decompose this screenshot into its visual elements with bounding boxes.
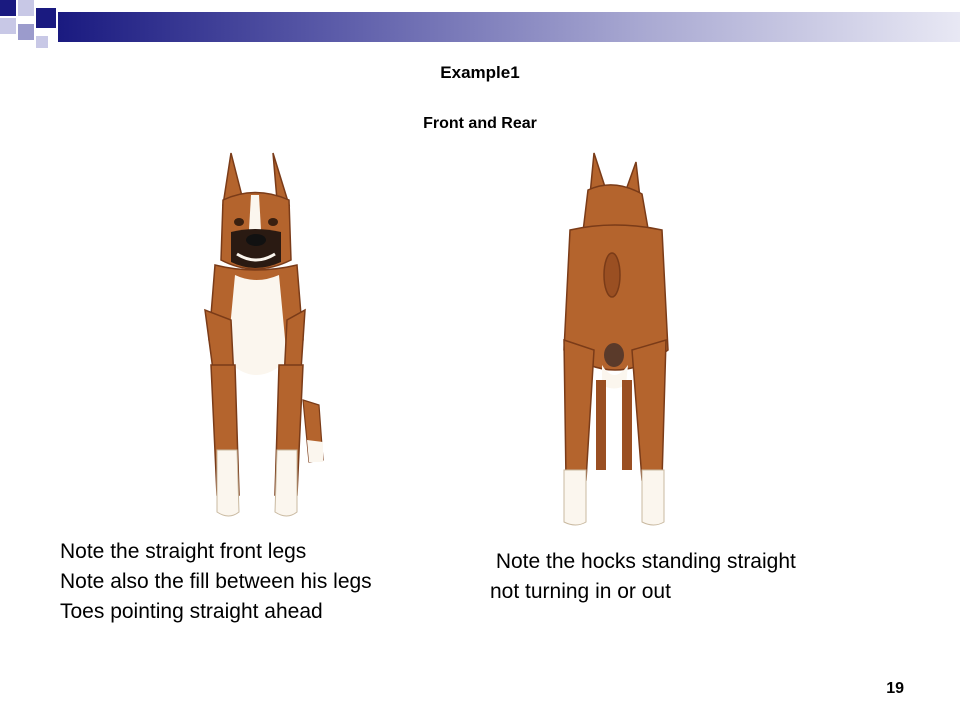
caption-line: Toes pointing straight ahead xyxy=(60,600,323,623)
slide-number: 19 xyxy=(886,680,904,697)
slide-title: Example1 xyxy=(440,63,520,82)
deco-square xyxy=(0,0,16,16)
deco-square xyxy=(36,8,56,28)
caption-line: Note the hocks standing straight xyxy=(490,550,796,573)
caption-line: Note the straight front legs xyxy=(60,540,307,563)
caption-line: Note also the fill between his legs xyxy=(60,570,372,593)
slide-subtitle: Front and Rear xyxy=(423,115,537,132)
deco-square xyxy=(0,18,16,34)
deco-square xyxy=(18,24,34,40)
deco-square xyxy=(18,0,34,16)
header-gradient-bar xyxy=(58,12,960,42)
deco-square xyxy=(36,36,48,48)
boxer-front-image xyxy=(195,150,345,525)
front-view-caption xyxy=(60,537,372,627)
boxer-rear-image xyxy=(550,150,700,530)
caption-line: not turning in or out xyxy=(490,580,671,603)
rear-view-caption xyxy=(490,547,796,607)
